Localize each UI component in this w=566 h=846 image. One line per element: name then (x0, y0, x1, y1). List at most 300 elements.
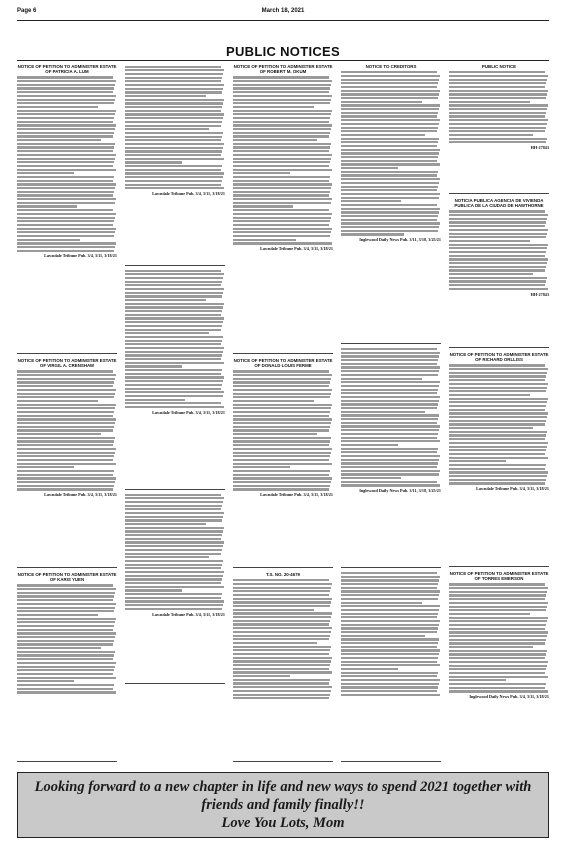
text-line (233, 239, 296, 241)
text-line (17, 102, 114, 104)
text-line (341, 418, 438, 420)
text-line (233, 176, 330, 178)
text-line (233, 146, 330, 148)
text-line (233, 198, 332, 200)
text-line (17, 415, 113, 417)
text-line (125, 538, 221, 540)
text-line (233, 675, 290, 677)
text-line (17, 99, 115, 101)
text-line (233, 694, 330, 696)
text-line (341, 613, 438, 615)
text-line (341, 127, 438, 129)
text-line (341, 602, 422, 604)
text-line (449, 409, 545, 411)
text-line (233, 579, 329, 581)
text-line (341, 108, 439, 110)
text-line (233, 620, 330, 622)
text-line (125, 295, 222, 297)
text-line (125, 329, 221, 331)
text-line (125, 560, 223, 562)
notice (125, 494, 225, 684)
text-line (17, 191, 114, 193)
text-line (233, 638, 329, 640)
text-line (17, 217, 115, 219)
text-line (341, 437, 437, 439)
text-line (341, 189, 437, 191)
text-line (449, 90, 548, 92)
text-line (449, 375, 546, 377)
notice-body (341, 572, 441, 696)
text-line (341, 440, 440, 442)
text-line (17, 246, 115, 248)
text-line (125, 113, 224, 115)
text-line (125, 549, 222, 551)
text-line (125, 494, 221, 496)
text-line (125, 299, 206, 301)
text-line (17, 202, 115, 204)
text-line (341, 226, 439, 228)
text-line (17, 677, 116, 679)
notice-body (449, 364, 549, 484)
text-line (449, 631, 548, 633)
text-line (17, 422, 115, 424)
text-line (341, 370, 439, 372)
text-line (233, 87, 330, 89)
text-line (341, 392, 437, 394)
text-line (341, 675, 437, 677)
text-line (17, 595, 114, 597)
text-line (341, 414, 439, 416)
text-line (341, 352, 440, 354)
text-line (341, 683, 439, 685)
text-line (125, 516, 223, 518)
text-line (233, 609, 314, 611)
text-line (233, 429, 329, 431)
text-line (125, 184, 221, 186)
text-line (449, 214, 548, 216)
text-line (17, 143, 115, 145)
text-line (125, 187, 224, 189)
notice-title: T.S. NO. 20-4679 (266, 572, 300, 577)
text-line (449, 449, 546, 451)
notice-publication: Inglewood Daily News Pub. 3/11, 3/18, 3/25/21 (359, 237, 441, 243)
text-line (449, 617, 548, 619)
notice-body (17, 76, 117, 252)
notice-body (233, 370, 333, 490)
text-line (233, 594, 329, 596)
text-line (233, 601, 331, 603)
text-line (125, 84, 224, 86)
text-line (233, 213, 332, 215)
text-line (125, 147, 223, 149)
text-line (449, 273, 533, 275)
text-line (17, 658, 113, 660)
text-line (341, 470, 440, 472)
text-line (341, 222, 440, 224)
text-line (233, 463, 332, 465)
text-line (125, 376, 224, 378)
text-line (341, 93, 439, 95)
text-line (17, 187, 115, 189)
text-line (341, 104, 440, 106)
text-line (17, 128, 115, 130)
text-line (233, 95, 332, 97)
text-line (233, 217, 331, 219)
notice-title: NOTICE OF PETITION TO ADMINISTER ESTATE OF VIRGIL A. CRENSHAW (17, 358, 117, 369)
text-line (341, 123, 439, 125)
text-line (233, 470, 330, 472)
text-line (449, 624, 546, 626)
text-line (17, 224, 113, 226)
notice-publication: Lawndale Tribune Pub. 3/4, 3/11, 3/18/21 (152, 190, 225, 196)
notice-publication: Lawndale Tribune Pub. 3/4, 3/11, 3/18/21 (44, 492, 117, 498)
text-line (449, 687, 545, 689)
text-line (449, 383, 548, 385)
text-line (233, 110, 332, 112)
text-line (449, 141, 546, 143)
text-line (233, 228, 332, 230)
text-line (449, 134, 533, 136)
text-line (233, 631, 331, 633)
text-line (233, 448, 332, 450)
text-line (449, 82, 546, 84)
text-line (233, 646, 331, 648)
text-line (233, 169, 332, 171)
text-line (125, 303, 224, 305)
text-line (341, 389, 438, 391)
text-line (125, 512, 224, 514)
text-line (17, 481, 115, 483)
text-line (125, 351, 223, 353)
text-line (125, 575, 223, 577)
text-line (233, 378, 331, 380)
text-line (17, 117, 114, 119)
text-line (233, 682, 329, 684)
text-line (449, 255, 545, 257)
text-line (17, 448, 116, 450)
text-line (17, 411, 114, 413)
text-line (449, 372, 547, 374)
text-line (449, 119, 548, 121)
text-line (125, 578, 222, 580)
text-line (17, 110, 116, 112)
text-line (125, 69, 224, 71)
text-line (341, 167, 398, 169)
text-line (125, 288, 224, 290)
text-line (233, 477, 332, 479)
text-line (233, 697, 329, 699)
text-line (233, 459, 329, 461)
text-line (17, 418, 116, 420)
text-line (341, 233, 404, 235)
text-line (449, 679, 506, 681)
text-line (341, 90, 440, 92)
text-line (125, 317, 224, 319)
notice (341, 348, 441, 568)
text-line (17, 688, 113, 690)
text-line (233, 393, 331, 395)
notice (17, 358, 117, 568)
text-line (341, 477, 401, 479)
text-line (449, 453, 545, 455)
text-line (233, 370, 329, 372)
text-line (341, 171, 438, 173)
notice (17, 64, 117, 354)
text-line (341, 193, 440, 195)
notice (449, 198, 549, 348)
notice (449, 352, 549, 567)
text-line (17, 400, 98, 402)
text-line (17, 172, 74, 174)
text-line (125, 95, 206, 97)
text-line (17, 374, 116, 376)
text-line (17, 610, 114, 612)
text-line (17, 629, 113, 631)
text-line (17, 161, 114, 163)
text-line (449, 79, 547, 81)
notice-body (125, 66, 225, 190)
text-line (341, 163, 440, 165)
text-line (233, 690, 331, 692)
text-line (17, 378, 115, 380)
text-line (449, 427, 533, 429)
text-line (341, 97, 438, 99)
text-line (449, 650, 547, 652)
notice-body (233, 579, 333, 699)
text-line (449, 218, 547, 220)
text-line (341, 407, 437, 409)
text-line (17, 485, 114, 487)
notice (341, 572, 441, 762)
text-line (233, 113, 331, 115)
text-line (449, 258, 548, 260)
text-line (449, 390, 546, 392)
column-2 (125, 64, 225, 764)
text-line (341, 594, 439, 596)
text-line (17, 444, 113, 446)
text-line (125, 106, 222, 108)
text-line (233, 466, 290, 468)
text-line (17, 124, 116, 126)
text-line (341, 115, 437, 117)
text-line (449, 108, 547, 110)
text-line (341, 690, 437, 692)
text-line (233, 102, 330, 104)
text-line (449, 668, 546, 670)
text-line (233, 635, 330, 637)
text-line (17, 618, 116, 620)
text-line (449, 672, 545, 674)
text-line (233, 374, 332, 376)
notice (125, 66, 225, 266)
text-line (449, 657, 545, 659)
text-line (449, 266, 546, 268)
text-line (233, 653, 329, 655)
text-line (233, 415, 329, 417)
text-line (233, 76, 329, 78)
text-line (449, 398, 548, 400)
text-line (125, 399, 185, 401)
text-line (17, 440, 114, 442)
text-line (233, 154, 332, 156)
text-line (341, 433, 438, 435)
notice-publication: HH-27843 (530, 291, 549, 297)
text-line (125, 99, 224, 101)
text-line (449, 594, 546, 596)
text-line (125, 406, 224, 408)
text-line (125, 332, 209, 334)
text-line (125, 369, 222, 371)
text-line (125, 132, 223, 134)
notice-title: NOTICE OF PETITION TO ADMINISTER ESTATE OF ROBERT M. OKUM (233, 64, 333, 75)
text-line (449, 127, 546, 129)
notice-title: PUBLIC NOTICE (481, 64, 517, 69)
text-line (341, 646, 437, 648)
text-line (17, 381, 114, 383)
text-line (17, 389, 116, 391)
text-line (449, 471, 548, 473)
text-line (449, 93, 547, 95)
text-line (125, 117, 223, 119)
text-line (449, 71, 545, 73)
text-line (341, 200, 401, 202)
text-line (125, 388, 221, 390)
text-line (449, 598, 545, 600)
text-line (125, 284, 221, 286)
text-line (233, 664, 330, 666)
text-line (125, 582, 221, 584)
text-line (125, 586, 224, 588)
text-line (233, 381, 330, 383)
text-line (17, 592, 115, 594)
text-line (17, 176, 114, 178)
text-line (449, 583, 545, 585)
text-line (233, 418, 332, 420)
page-number: Page 6 (17, 8, 37, 14)
text-line (17, 76, 113, 78)
text-line (449, 587, 548, 589)
text-line (17, 158, 115, 160)
text-line (125, 169, 221, 171)
text-line (17, 242, 116, 244)
text-line (17, 135, 113, 137)
text-line (341, 484, 440, 486)
notice (233, 572, 333, 762)
text-line (341, 616, 437, 618)
text-line (233, 649, 330, 651)
text-line (449, 229, 548, 231)
text-line (341, 112, 438, 114)
text-line (449, 642, 545, 644)
text-line (17, 180, 113, 182)
text-line (17, 614, 98, 616)
text-line (125, 362, 224, 364)
text-line (233, 220, 330, 222)
text-line (233, 455, 330, 457)
text-line (341, 631, 437, 633)
text-line (449, 112, 546, 114)
column-1 (17, 64, 117, 764)
notice (17, 572, 117, 762)
text-line (17, 80, 116, 82)
text-line (125, 128, 209, 130)
text-line (341, 381, 440, 383)
text-line (125, 519, 222, 521)
text-line (17, 632, 116, 634)
text-line (17, 474, 113, 476)
text-line (449, 101, 530, 103)
text-line (341, 134, 425, 136)
text-line (341, 576, 440, 578)
text-line (341, 653, 439, 655)
text-line (341, 359, 438, 361)
notice (449, 571, 549, 764)
text-line (233, 481, 331, 483)
text-line (449, 401, 547, 403)
text-line (233, 623, 329, 625)
text-line (449, 236, 546, 238)
text-line (449, 420, 546, 422)
text-line (233, 231, 331, 233)
text-line (125, 497, 224, 499)
text-line (17, 643, 113, 645)
text-line (17, 662, 116, 664)
text-line (17, 437, 115, 439)
text-line (233, 400, 314, 402)
text-line (125, 66, 221, 68)
text-line (125, 527, 224, 529)
column-5 (449, 64, 549, 764)
notice-publication: Inglewood Daily News Pub. 3/11, 3/18, 3/25/21 (359, 488, 441, 494)
text-line (125, 172, 224, 174)
text-line (125, 139, 221, 141)
text-line (17, 87, 114, 89)
text-line (341, 385, 439, 387)
text-line (125, 80, 221, 82)
section-title: PUBLIC NOTICES (226, 44, 340, 59)
text-line (17, 666, 115, 668)
text-line (125, 321, 223, 323)
text-line (125, 310, 222, 312)
text-line (233, 124, 332, 126)
notice-body (17, 584, 117, 693)
text-line (125, 608, 222, 610)
text-line (17, 684, 114, 686)
text-line (449, 479, 546, 481)
message-line-2: friends and family finally!! (201, 797, 365, 813)
text-line (233, 224, 329, 226)
text-line (449, 262, 547, 264)
text-line (341, 694, 440, 696)
text-line (125, 88, 223, 90)
text-line (341, 642, 438, 644)
text-line (449, 364, 545, 366)
text-line (17, 154, 116, 156)
text-line (341, 86, 437, 88)
text-line (341, 455, 440, 457)
text-line (17, 198, 116, 200)
text-line (233, 642, 317, 644)
text-line (449, 591, 547, 593)
text-line (125, 571, 224, 573)
notice-publication: Lawndale Tribune Pub. 3/4, 3/11, 3/18/21 (260, 246, 333, 252)
text-line (449, 210, 545, 212)
text-line (449, 130, 545, 132)
text-line (125, 73, 223, 75)
text-line (233, 150, 329, 152)
text-line (125, 110, 221, 112)
text-line (449, 244, 548, 246)
